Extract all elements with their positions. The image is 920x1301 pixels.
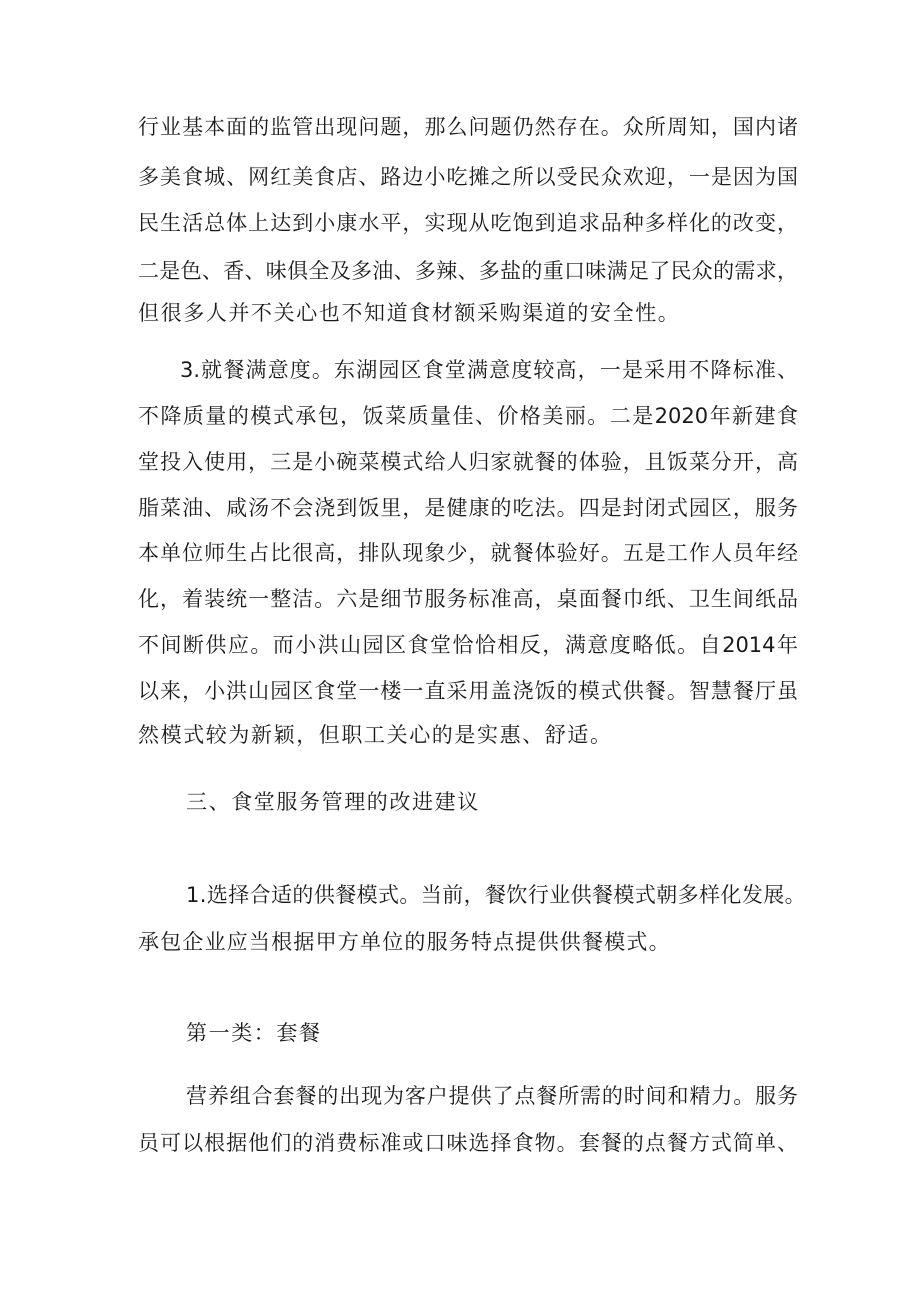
- text-line: 1.选择合适的供餐模式。当前，餐饮行业供餐模式朝多样化发展。: [186, 883, 807, 907]
- text-line: 承包企业应当根据甲方单位的服务特点提供供餐模式。: [138, 930, 671, 954]
- text-line: 二是色、香、味俱全及多油、多辣、多盐的重口味满足了民众的需求，: [138, 259, 798, 283]
- text-line: 民生活总体上达到小康水平，实现从吃饱到追求品种多样化的改变，: [138, 211, 798, 235]
- text-line: 员可以根据他们的消费标准或口味选择食物。套餐的点餐方式简单、: [138, 1131, 798, 1155]
- text-line: 化，着装统一整洁。六是细节服务标准高，桌面餐巾纸、卫生间纸品: [138, 587, 798, 611]
- text-line: 3.就餐满意度。东湖园区食堂满意度较高，一是采用不降标准、: [180, 358, 798, 382]
- text-line: 堂投入使用，三是小碗菜模式给人归家就餐的体验，且饭菜分开，高: [138, 450, 798, 474]
- text-line: 但很多人并不关心也不知道食材额采购渠道的安全性。: [138, 301, 681, 325]
- subheading: 第一类：套餐: [186, 1021, 322, 1045]
- text-line: 不间断供应。而小洪山园区食堂恰恰相反，满意度略低。自2014年: [138, 633, 798, 657]
- text-line: 行业基本面的监管出现问题，那么问题仍然存在。众所周知，国内诸: [138, 115, 798, 139]
- text-line: 多美食城、网红美食店、路边小吃摊之所以受民众欢迎，一是因为国: [138, 165, 798, 189]
- text-line: 然模式较为新颖，但职工关心的是实惠、舒适。: [138, 723, 613, 747]
- text-line: 以来，小洪山园区食堂一楼一直采用盖浇饭的模式供餐。智慧餐厅虽: [138, 679, 798, 703]
- text-line: 本单位师生占比很高，排队现象少，就餐体验好。五是工作人员年经: [138, 541, 798, 565]
- section-heading: 三、食堂服务管理的改进建议: [186, 790, 480, 814]
- text-line: 脂菜油、咸汤不会浇到饭里，是健康的吃法。四是封闭式园区，服务: [138, 496, 798, 520]
- text-line: 营养组合套餐的出现为客户提供了点餐所需的时间和精力。服务: [186, 1084, 798, 1108]
- text-line: 不降质量的模式承包，饭菜质量佳、价格美丽。二是2020年新建食: [138, 404, 798, 428]
